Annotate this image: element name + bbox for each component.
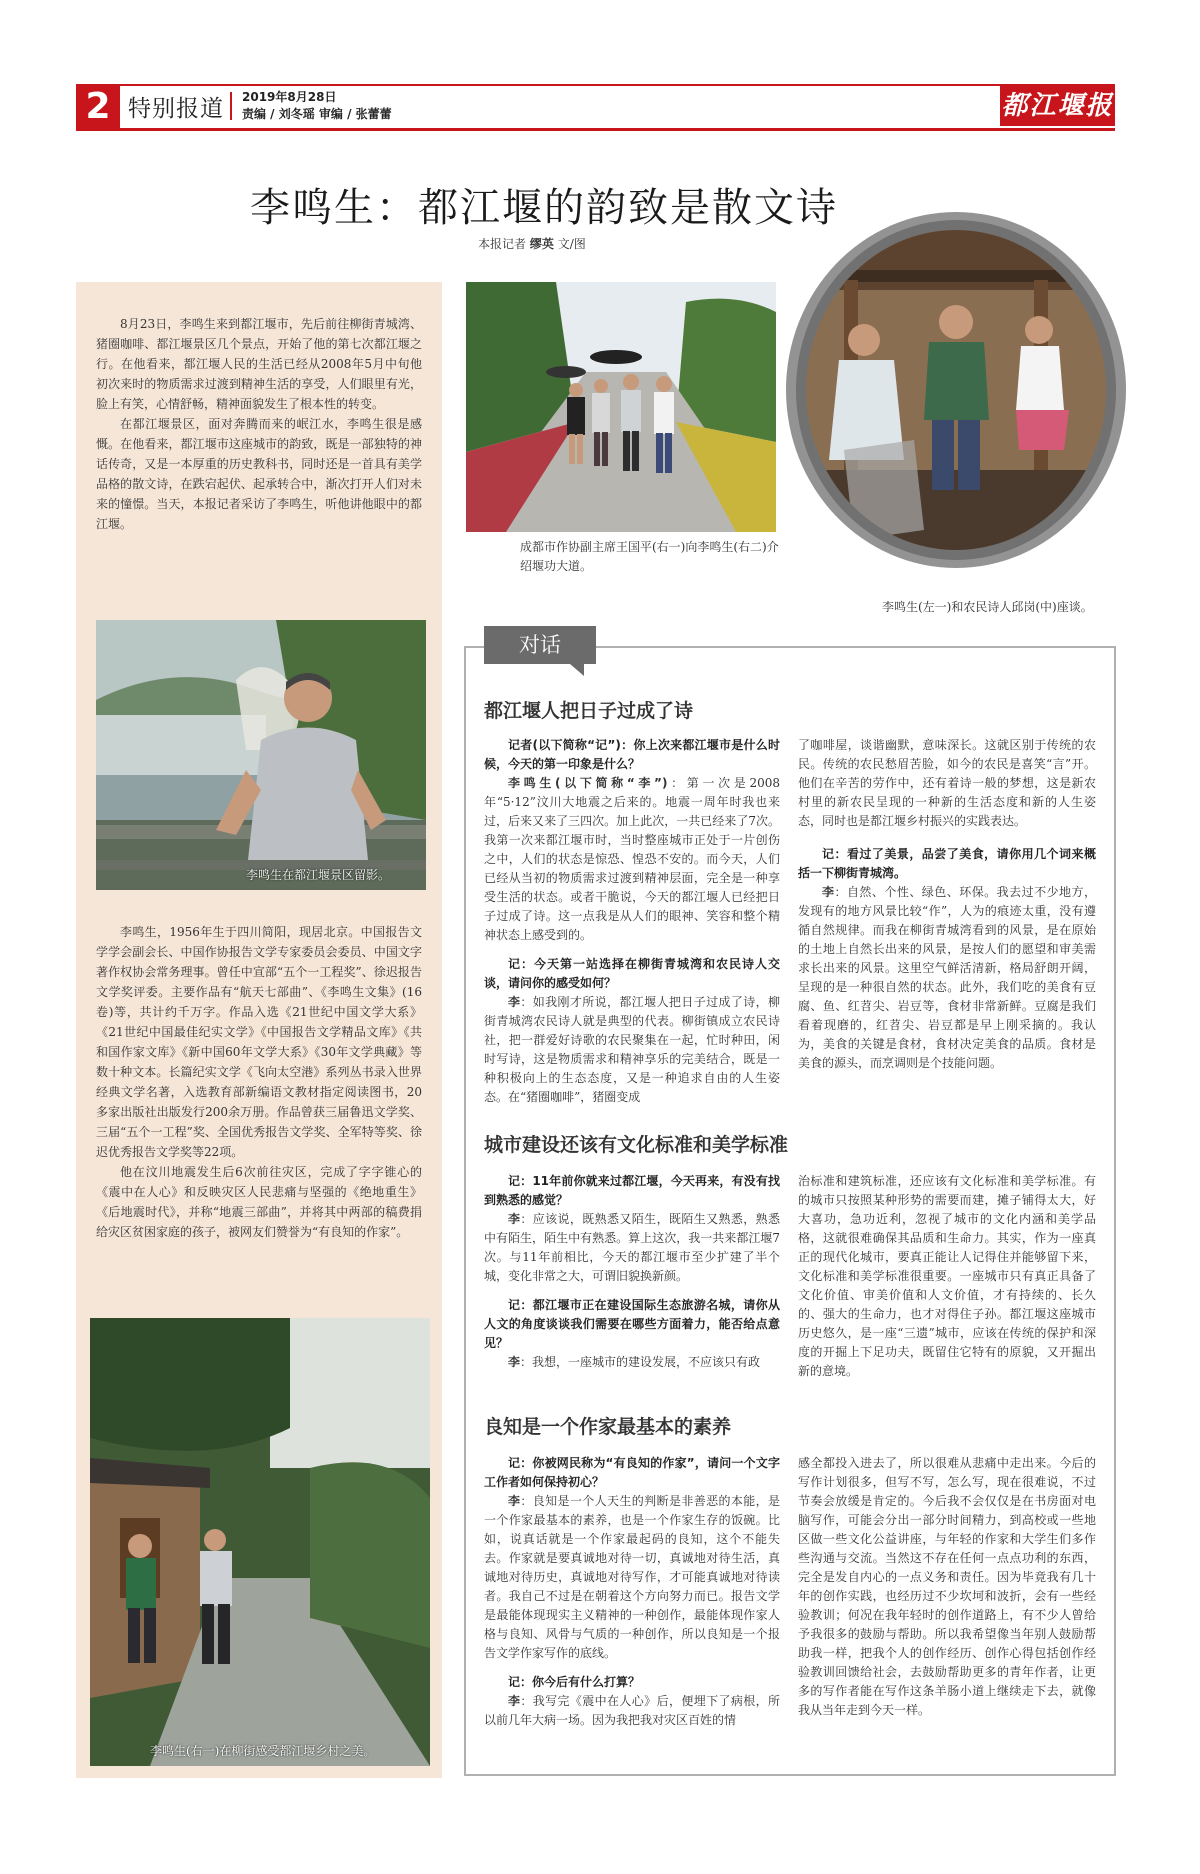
byline-author: 缪英 [529,237,554,251]
dialogue-subheading: 良知是一个作家最基本的素养 [484,1416,732,1438]
masthead-meta [242,89,392,123]
byline-suffix: 文/图 [557,237,586,251]
walk-photo-image [466,282,776,532]
issue-date: 2019年8月28日 [242,90,337,104]
answer [484,1353,780,1372]
answer-text: ：第一次是2008年“5·12”汶川大地震之后来的。地震一周年时我也来过，后来又来了三四次。加上此次，一共已经来了7次。我第一次来都江堰市时，当时整座城市正处于一片创伤之中，人们的状态是惊恐、惶恐不安的。而今天，人们已经从当初的物质需求过渡到精神层面，完全是一种享受生活的状态。或者干脆说，今天的都江堰人已经把日子过成了诗。这一点我是从人们的眼神、笑容和整个精神状态上感受到的。 [484,776,780,942]
intro-text [96,314,422,534]
dialogue-subheading: 城市建设还该有文化标准和美学标准 [484,1134,789,1156]
dialogue-column [484,1454,780,1730]
question: 记：你今后有什么打算？ [508,1675,641,1689]
answer-text: ：我写完《震中在人心》后，便埋下了病根，所以前几年大病一场。因为我把我对灾区百姓的情 [484,1694,780,1727]
question: 记：都江堰市正在建设国际生态旅游名城，请你从人文的角度谈谈我们需要在哪些方面着力，能否给点意见？ [484,1298,780,1350]
newspaper-logo: 都江堰报 [1000,86,1115,126]
intro-paragraph: 8月23日，李鸣生来到都江堰市，先后前往柳街青城湾、猪圈咖啡、都江堰景区几个景点，开始了他的第七次都江堰之行。在他看来，都江堰人民的生活已经从2008年5月中旬他初次来时的物质需求过渡到精神生活的享受，人们眼里有光，脸上有笑，心情舒畅，精神面貌发生了根本性的转变。 [96,317,422,411]
answer [484,1692,780,1730]
answer-label: 李 [508,1494,521,1508]
question: 记：11年前你就来过都江堰，今天再来，有没有找到熟悉的感觉？ [484,1174,780,1207]
village-caption: 李鸣生(右一)在柳街感受都江堰乡村之美。 [150,1744,376,1758]
walk-photo [466,282,776,532]
paragraph: 感全都投入进去了，所以很难从悲痛中走出来。今后的写作计划很多，但写不写，怎么写，现在很难说，不过节奏会放缓是肯定的。今后我不会仅仅是在书房面对电脑写作，可能会分出一部分时间精力，到高校或一些地区做一些文化公益讲座，与年轻的作家和大学生们多作些沟通与交流。当然这不存在任何一点点功利的东西，完全是发自内心的一点义务和责任。因为毕竟我有几十年的创作实践，也经历过不少坎坷和波折，会有一些经验教训；何况在我年轻时的创作道路上，有不少人曾给予我很多的鼓励与帮助。所以我希望像当年别人鼓励帮助我一样，把我个人的创作经历、创作心得包括创作经验教训回馈给社会，去鼓励帮助更多的青年作者，让更多的写作者能在写作这条羊肠小道上继续走下去，就像我从当年走到今天一样。 [798,1456,1096,1717]
answer-label: 李 [508,1212,521,1226]
bio-text [96,922,422,1242]
masthead-divider [230,92,232,120]
question: 记：看过了美景，品尝了美食，请你用几个词来概括一下柳街青城湾。 [798,847,1096,880]
masthead-top-rule [120,84,1115,86]
talk-photo-image [784,210,1128,570]
answer [484,1492,780,1663]
question: 记者(以下简称“记”)：你上次来都江堰市是什么时候，今天的第一印象是什么？ [484,738,780,771]
byline-prefix: 本报记者 [478,237,527,251]
masthead-bottom-rule [76,128,1115,131]
section-name: 特别报道 [128,96,224,122]
answer [484,1210,780,1286]
village-photo-image [90,1318,430,1766]
bio-paragraph: 他在汶川地震发生后6次前往灾区，完成了字字锥心的《震中在人心》和反映灾区人民悲痛与坚强的《绝地重生》《后地震时代》，并称“地震三部曲”，并将其中两部的稿费捐给灾区贫困家庭的孩子，被网友们赞誉为“有良知的作家”。 [96,1165,422,1239]
dialogue-tag-pointer [570,664,584,676]
dialogue-subheading: 都江堰人把日子过成了诗 [484,700,694,722]
bio-paragraph: 李鸣生，1956年生于四川简阳，现居北京。中国报告文学学会副会长、中国作协报告文学专家委员会委员、中国文字著作权协会常务理事。曾任中宣部“五个一工程奖”、徐迟报告文学奖评委。主要作品有“航天七部曲”、《李鸣生文集》(16卷)等，共计约千万字。作品入选《21世纪中国文学大系》《21世纪中国最佳纪实文学》《中国报告文学精品文库》《共和国作家文库》《新中国60年文学大系》《30年文学典藏》等数十种文本。长篇纪实文学《飞向太空港》系列丛书录入世界经典文学名著，入选教育部新编语文教材指定阅读图书，20多家出版社出版发行200余万册。作品曾获三届鲁迅文学奖、三届“五个一工程”奖、全国优秀报告文学奖、全军特等奖、徐迟优秀报告文学奖等22项。 [96,925,422,1159]
dialogue-column [484,1172,780,1372]
dialogue-column [798,736,1096,1073]
portrait-caption: 李鸣生在都江堰景区留影。 [246,868,391,882]
editors: 责编 / 刘冬瑶 审编 / 张蕾蕾 [242,107,392,121]
headline: 李鸣生：都江堰的韵致是散文诗 [250,185,838,231]
dialogue-tag: 对话 [484,626,596,664]
dialogue-column [484,736,780,1107]
answer [798,883,1096,1073]
paragraph: 了咖啡屋，谈谐幽默，意味深长。这就区别于传统的农民。传统的农民愁眉苦脸，如今的农民是喜笑“言”开。他们在辛苦的劳作中，还有着诗一般的梦想，这是新农村里的新农民呈现的一种新的生活态度和新的人生姿态，同时也是都江堰乡村振兴的实践表达。 [798,738,1096,828]
village-photo [90,1318,430,1766]
answer-label: 李 [508,995,521,1009]
answer-label: 李 [508,1694,521,1708]
answer-text: ：良知是一个人天生的判断是非善恶的本能，是一个作家最基本的素养，也是一个作家生存的饭碗。比如，说真话就是一个作家最起码的良知，这个不能失去。作家就是要真诚地对待一切，真诚地对待生活，真诚地对待历史，真诚地对待写作，才可能真诚地对待读者。我自己不过是在朝着这个方向努力而已。报告文学是最能体现现实主义精神的一种创作，最能体现作家人格与良知、风骨与气质的一种创作，所以良知是一个报告文学作家写作的底线。 [484,1494,780,1660]
portrait-photo-image [96,620,426,890]
byline [478,235,586,252]
question: 记：你被网民称为“有良知的作家”，请问一个文字工作者如何保持初心？ [484,1456,780,1489]
talk-photo [784,210,1128,570]
answer-label: 李 [508,1355,521,1369]
portrait-photo [96,620,426,890]
walk-caption: 成都市作协副主席王国平(右一)向李鸣生(右二)介绍堰功大道。 [520,540,779,573]
answer [484,993,780,1107]
answer-text: ：自然、个性、绿色、环保。我去过不少地方，发现有的地方风景比较“作”，人为的痕迹太重，没有遵循自然规律。而我在柳街青城湾看到的风景，是在原始的土地上自然长出来的风景，是按人们的愿望和审美需求长出来的风景。这里空气鲜活清新，格局舒朗开阔，呈现的是一种很自然的状态。此外，我们吃的美食有豆腐、鱼、红苕尖、岩豆等，食材非常新鲜。豆腐是我们看着现磨的，红苕尖、岩豆都是早上刚采摘的。我认为，美食的关键是食材，食材决定美食的品质。食材是美食的源头，而烹调则是个技能问题。 [798,885,1096,1070]
answer-label: 李鸣生(以下简称“李”) [508,776,668,790]
intro-paragraph: 在都江堰景区，面对奔腾而来的岷江水，李鸣生很是感慨。在他看来，都江堰市这座城市的韵致，既是一部独特的神话传奇，又是一本厚重的历史教科书，同时还是一首具有美学品格的散文诗，在跌宕起伏、起承转合中，渐次打开人们对未来的憧憬。当天，本报记者采访了李鸣生，听他讲他眼中的都江堰。 [96,417,422,531]
answer [484,774,780,945]
page-number: 2 [76,84,120,130]
answer-text: ：如我刚才所说，都江堰人把日子过成了诗，柳街青城湾农民诗人就是典型的代表。柳街镇成立农民诗社，把一群爱好诗歌的农民聚集在一起，忙时种田，闲时写诗，这是物质需求和精神享乐的完美结合，既是一种积极向上的生态态度，又是一种追求自由的人生姿态。在“猪圈咖啡”，猪圈变成 [484,995,780,1104]
dialogue-column [798,1454,1096,1720]
answer-label: 李 [822,885,835,899]
answer-text: ：我想，一座城市的建设发展，不应该只有政 [520,1355,761,1369]
dialogue-column [798,1172,1096,1381]
answer-text: ：应该说，既熟悉又陌生，既陌生又熟悉，熟悉中有陌生，陌生中有熟悉。算上这次，我一共来都江堰7次。与11年前相比，今天的都江堰市至少扩建了半个城，变化非常之大，可谓旧貌换新颜。 [484,1212,780,1283]
paragraph: 治标准和建筑标准，还应该有文化标准和美学标准。有的城市只按照某种形势的需要而建，摊子铺得太大，好大喜功，急功近利，忽视了城市的文化内涵和美学品格，这就很难确保其品质和生命力。其实，作为一座真正的现代化城市，要真正能让人记得住并能够留下来，文化标准和美学标准很重要。一座城市只有真正具备了文化价值、审美价值和人文价值，才有持续的、长久的、强大的生命力，也才对得住子孙。都江堰这座城市历史悠久，是一座“三遗”城市，应该在传统的保护和深度的开掘上下足功夫，既留住它特有的原貌，又开掘出新的意境。 [798,1174,1096,1378]
talk-caption: 李鸣生(左一)和农民诗人邱岗(中)座谈。 [882,600,1093,614]
question: 记：今天第一站选择在柳街青城湾和农民诗人交谈，请问你的感受如何？ [484,957,780,990]
